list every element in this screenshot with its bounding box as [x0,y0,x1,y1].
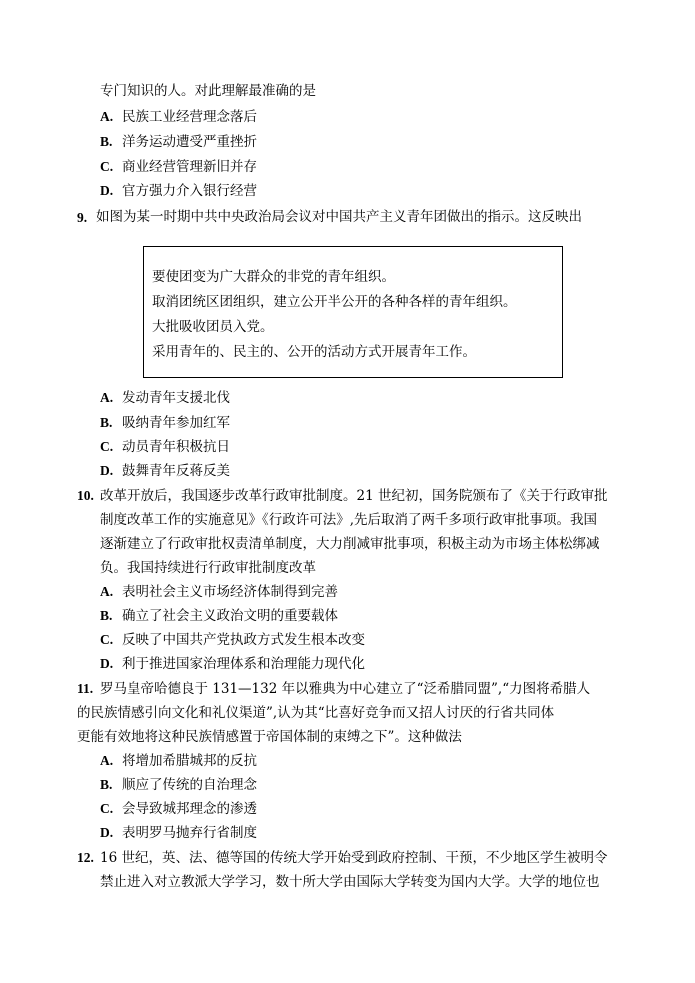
option-text: 顺应了传统的自治理念 [122,777,257,793]
q10-option-c [100,631,365,649]
q11-option-c [100,800,257,818]
q9-option-a [100,389,230,407]
q12-number: 12. [77,850,94,865]
q9-directive-box [143,246,563,378]
q11-stem-line-1: 罗马皇帝哈德良于 131—132 年以雅典为中心建立了“泛希腊同盟”,“力图将希腊人 [100,681,591,697]
q9-number: 9. [77,210,88,225]
q9-option-b [100,414,230,432]
q11-option-a [100,752,257,770]
q10-stem-line-3: 逐渐建立了行政审批权责清单制度，大力削减审批事项，积极主动为市场主体松绑减 [100,536,600,552]
option-text: 反映了中国共产党执政方式发生根本改变 [122,632,365,648]
q10-stem-line-2: 制度改革工作的实施意见》《行政许可法》,先后取消了两千多项行政审批事项。我国 [100,512,598,528]
q11-option-b [100,776,257,794]
option-letter: C. [100,801,114,816]
q9-stem: 如图为某一时期中共中央政治局会议对中国共产主义青年团做出的指示。这反映出 [96,209,582,225]
option-text: 确立了社会主义政治文明的重要载体 [122,608,338,624]
option-text: 利于推进国家治理体系和治理能力现代化 [122,656,365,672]
q10-stem-line-4: 负。我国持续进行行政审批制度改革 [100,560,316,576]
q10-option-d [100,655,365,673]
option-letter: A. [100,109,114,124]
option-letter: C. [100,439,114,454]
option-text: 表明社会主义市场经济体制得到完善 [122,584,338,600]
option-letter: B. [100,134,113,149]
q8-stem-continuation: 专门知识的人。对此理解最准确的是 [100,83,316,99]
q12-stem-line-2: 禁止进入对立教派大学学习，数十所大学由国际大学转变为国内大学。大学的地位也 [100,874,600,890]
q10-option-a [100,583,338,601]
option-letter: A. [100,584,114,599]
q8-option-a [100,108,257,126]
option-text: 发动青年支援北伐 [122,390,230,406]
q11-stem-line-2: 的民族情感引向文化和礼仪渠道”,认为其“比喜好竞争而又招人讨厌的行省共同体 [77,705,555,721]
q8-option-b [100,133,257,151]
q9-option-c [100,438,230,456]
option-letter: A. [100,390,114,405]
q9-box-line-4: 采用青年的、民主的、公开的活动方式开展青年工作。 [152,344,476,360]
option-text: 动员青年积极抗日 [122,439,230,455]
option-letter: B. [100,777,113,792]
option-text: 将增加希腊城邦的反抗 [122,753,257,769]
q9-box-line-1: 要使团变为广大群众的非党的青年组织。 [152,269,395,285]
option-text: 会导致城邦理念的渗透 [122,801,257,817]
option-letter: C. [100,632,114,647]
option-text: 洋务运动遭受严重挫折 [122,134,257,150]
q9-box-line-3: 大批吸收团员入党。 [152,319,274,335]
option-text: 官方强力介入银行经营 [122,183,257,199]
option-letter: A. [100,753,114,768]
option-letter: D. [100,825,114,840]
option-text: 表明罗马抛弃行省制度 [122,825,257,841]
q9-box-line-2: 取消团统区团组织，建立公开半公开的各种各样的青年组织。 [152,294,517,310]
q11-stem-line-3: 更能有效地将这种民族情感置于帝国体制的束缚之下”。这种做法 [77,729,462,745]
option-text: 吸纳青年参加红军 [122,415,230,431]
option-letter: B. [100,608,113,623]
q10-stem-line-1: 改革开放后，我国逐步改革行政审批制度。21 世纪初，国务院颁布了《关于行政审批 [100,488,608,504]
option-text: 鼓舞青年反蒋反美 [122,463,230,479]
option-letter: D. [100,656,114,671]
q10-option-b [100,607,338,625]
option-letter: D. [100,183,114,198]
q11-option-d [100,824,257,842]
option-text: 民族工业经营理念落后 [122,109,257,125]
q9-option-d [100,462,230,480]
option-letter: B. [100,415,113,430]
q8-option-c [100,158,257,176]
option-letter: C. [100,159,114,174]
q11-number: 11. [77,681,94,696]
option-letter: D. [100,463,114,478]
q10-number: 10. [77,488,94,503]
option-text: 商业经营管理新旧并存 [122,159,257,175]
q8-option-d [100,182,257,200]
q12-stem-line-1: 16 世纪，英、法、德等国的传统大学开始受到政府控制、干预，不少地区学生被明令 [100,850,608,866]
